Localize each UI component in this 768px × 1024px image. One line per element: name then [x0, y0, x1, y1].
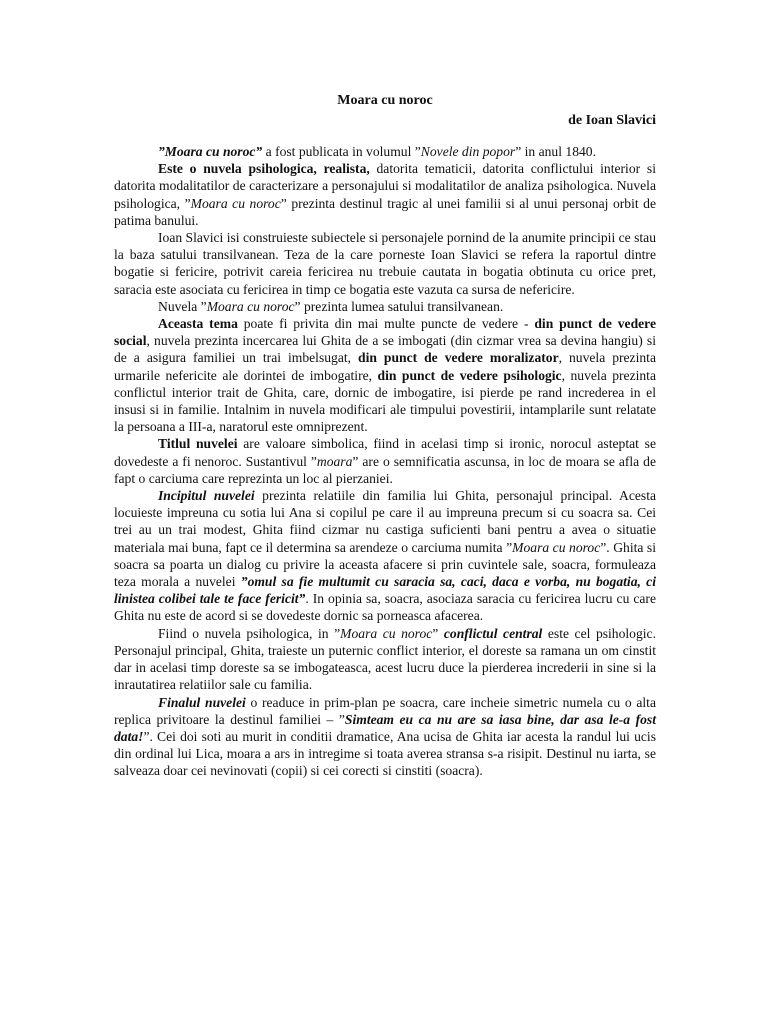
text-run: ”. Cei doi soti au murit in conditii dramatice, Ana ucisa de Ghita iar acesta la randul lui ucis din ordinal lui Lica, moara a ars in intregime si toata averea stransa s-a risipit. Destinul nu iarta, se salveaza doar cei nevinovati (copii) si cei corecti si cinstiti (soacra).: [114, 728, 656, 779]
text-run: datorita tematicii, datorita conflictului interior si datorita modalitatilor de caracterizare a personajului si modalitatilor de analiza psihologica. Nuvela psihologica, ”: [114, 161, 656, 211]
text-run: . In opinia sa, soacra, asociaza saracia cu fericirea lucru cu care Ghita nu este de acord si se dovedeste dornic sa porneasca afacerea.: [114, 591, 656, 624]
text-run: Ioan Slavici isi construieste subiectele si personajele pornind de la anumite principii ce stau la baza satului transilvanean. Teza de la care porneste Ioan Slavici se refera la raportul dintre bogatie si fericire, potrivit careia fericirea nu trebuie cautata in bogatia obtinuta cu orice pret, saracia este asociata cu fericirea in timp ce bogatia este vazuta ca sursa de nefericire.: [114, 230, 656, 297]
text-run: Fiind o nuvela psihologica, in ”: [158, 625, 341, 641]
text-run: conflictul central: [443, 625, 543, 641]
text-run: ”Moara cu noroc”: [158, 144, 263, 159]
text-run: Nuvela ”: [158, 298, 207, 314]
text-run: are valoare simbolica, fiind in acelasi timp si ironic, norocul asteptat se dovedeste a fi nenoroc. Sustantivul ”: [114, 436, 656, 469]
paragraph: [114, 160, 656, 229]
text-run: Simteam eu ca nu are sa iasa bine, dar asa le-a fost data!: [114, 711, 656, 744]
text-run: din punct de vedere social: [114, 316, 657, 349]
text-run: ” prezinta destinul tragic al unei familii si al unui personaj orbit de patima banului.: [114, 195, 656, 228]
text-run: prezinta relatiile din familia lui Ghita, personajul principal. Acesta locuieste impreuna cu sotia lui Ana si copilul pe care il au impreuna precum si cu soacra sa. Cei trei au un trai modest, Ghita fiind cizmar nu castiga suficienti bani pentru a avea o situatie materiala mai buna, fapt ce il determina sa arendeze o carciuma numita ”: [114, 488, 657, 555]
text-run: Novele din popor: [420, 144, 516, 159]
text-run: moara: [316, 453, 353, 469]
text-run: Titlul nuvelei: [158, 436, 238, 452]
paragraph: [114, 625, 656, 694]
text-run: este cel psihologic. Personajul principal, Ghita, traieste un puternic conflict interior, el doreste sa ramana un om cinstit dar in acelasi timp doreste sa se imbogateasca, acest lucru duce la pierderea increderii in sine si la inrautatirea relatiilor sale cu familia.: [114, 625, 656, 693]
text-run: Moara cu noroc: [512, 539, 601, 555]
text-run: a fost publicata in volumul ”: [262, 144, 421, 159]
text-run: Moara cu noroc: [190, 195, 281, 211]
text-run: Incipitul nuvelei: [158, 488, 255, 504]
text-run: Finalul nuvelei: [158, 694, 246, 710]
text-run: , nuvela prezinta urmarile nefericite ale dorintei de imbogatire,: [114, 350, 656, 383]
text-run: , nuvela prezinta incercarea lui Ghita de a se imbogati (din cizmar vrea sa devina hangiu) si de a asigura familiei un trai imbelsugat,: [114, 333, 656, 366]
paragraph: [114, 298, 656, 315]
text-run: ”: [432, 625, 444, 641]
text-run: din punct de vedere moralizator: [358, 350, 559, 366]
text-run: ” prezinta lumea satului transilvanean.: [294, 298, 504, 314]
document-title: Moara cu noroc: [337, 93, 433, 108]
text-run: Este o nuvela psihologica, realista,: [158, 161, 370, 177]
text-run: din punct de vedere psihologic: [377, 367, 562, 383]
text-run: ” are o semnificatia ascunsa, in loc de moara se afla de fapt o carciuma care reprezinta un loc al pierzaniei.: [114, 453, 656, 486]
text-run: , nuvela prezinta conflictul interior trait de Ghita, care, dornic de imbogatire, isi pierde pe rand increderea in el insusi si in familie. Intalnim in nuvela modificari ale timpului povestirii, intamplarile sunt relatate la persoana a III-a, naratorul este omniprezent.: [114, 367, 656, 435]
paragraph: [114, 435, 656, 487]
paragraph: [114, 143, 656, 160]
text-run: o readuce in prim-plan pe soacra, care incheie simetric numela cu o alta replica privitoare la destinul familiei – ”: [114, 694, 656, 727]
text-run: ” in anul 1840.: [515, 144, 596, 159]
text-run: poate fi privita din mai multe puncte de vedere -: [237, 316, 535, 332]
text-run: Moara cu noroc: [206, 298, 295, 314]
author-line: de Ioan Slavici: [568, 113, 656, 128]
text-run: Moara cu noroc: [340, 625, 433, 641]
text-run: ”. Ghita si soacra sa poarta un dialog cu privire la aceasta afacere si prin cuvintele sale, soacra, formuleaza teza morala a nuvelei: [114, 539, 656, 590]
text-run: ”omul sa fie multumit cu saracia sa, caci, daca e vorba, nu bogatia, ci linistea colibei tale te face fericit”: [114, 574, 656, 607]
paragraph: [114, 315, 656, 435]
paragraph: [114, 487, 656, 625]
document-body: [114, 143, 656, 780]
paragraph: [114, 229, 656, 298]
text-run: Aceasta tema: [158, 316, 238, 332]
paragraph: [114, 694, 656, 780]
